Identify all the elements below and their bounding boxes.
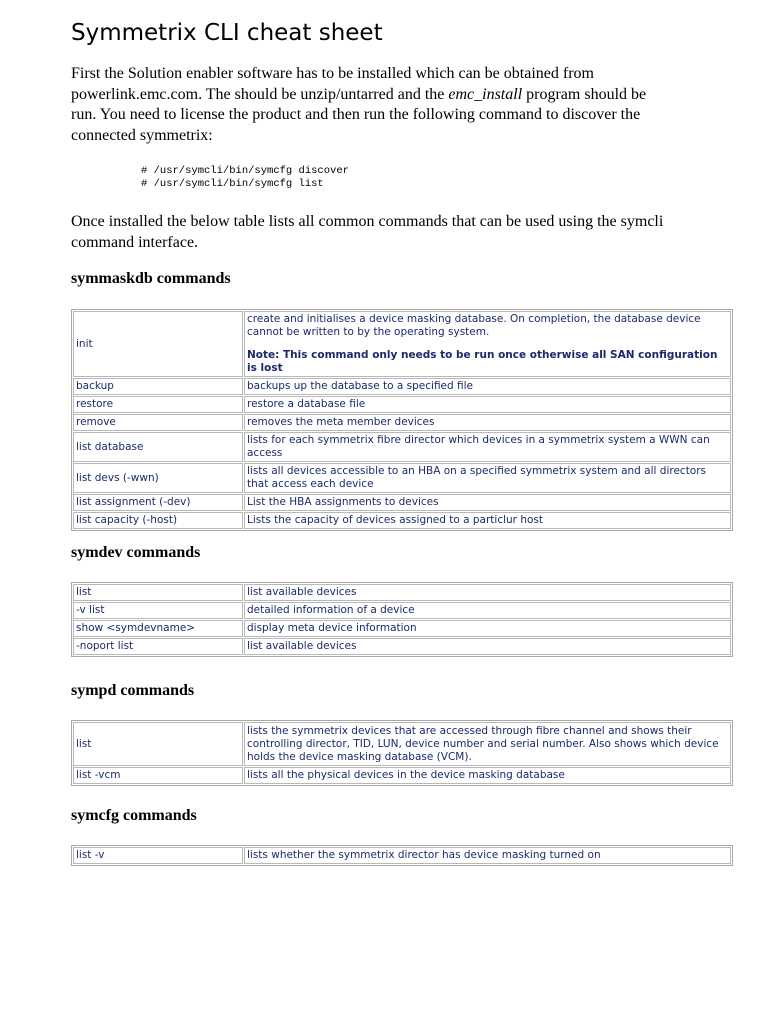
table-row (73, 378, 731, 395)
description-cell: restore a database file (244, 396, 731, 413)
table-row (73, 847, 731, 864)
intro-text-2: program should be run. You need to license the product and then run the following command to discover the connected symmetrix: (71, 85, 647, 144)
description-cell: Lists the capacity of devices assigned to a particlur host (244, 512, 731, 529)
command-cell: init (73, 311, 243, 377)
description-cell: lists the symmetrix devices that are accessed through fibre channel and shows their controlling director, TID, LUN, device number and serial number. Also shows which device holds the device masking database (VCM). (244, 722, 731, 766)
table-row (73, 722, 731, 766)
description-cell: List the HBA assignments to devices (244, 494, 731, 511)
section-heading-symcfg: symcfg commands (71, 807, 197, 824)
table-intro-paragraph: Once installed the below table lists all common commands that can be used using the symcli command interface. (71, 213, 664, 251)
description-cell (244, 311, 731, 377)
table-row (73, 463, 731, 493)
code-block (141, 165, 349, 190)
page-title: Symmetrix CLI cheat sheet (71, 20, 383, 46)
section-heading-sympd: sympd commands (71, 682, 195, 699)
description-cell: detailed information of a device (244, 602, 731, 619)
description-cell: removes the meta member devices (244, 414, 731, 431)
description-cell: list available devices (244, 638, 731, 655)
note-text: Note: This command only needs to be run once otherwise all SAN configuration is lost (247, 349, 718, 374)
code-line-discover: # /usr/symcli/bin/symcfg discover (141, 165, 349, 177)
command-cell: list (73, 722, 243, 766)
command-cell: list capacity (-host) (73, 512, 243, 529)
section-heading-symmaskdb: symmaskdb commands (71, 270, 231, 287)
description-cell: lists all devices accessible to an HBA on a specified symmetrix system and all directors that access each device (244, 463, 731, 493)
table-row (73, 584, 731, 601)
description-cell: list available devices (244, 584, 731, 601)
section-heading-symdev: symdev commands (71, 544, 201, 561)
intro-italic-program: emc_install (448, 85, 523, 103)
table-row (73, 638, 731, 655)
command-cell: -noport list (73, 638, 243, 655)
table-row (73, 414, 731, 431)
table-row (73, 620, 731, 637)
description-cell: lists all the physical devices in the device masking database (244, 767, 731, 784)
symcfg-commands-table (71, 845, 733, 866)
command-cell: list devs (-wwn) (73, 463, 243, 493)
table-row (73, 512, 731, 529)
command-cell: backup (73, 378, 243, 395)
command-cell: -v list (73, 602, 243, 619)
symdev-commands-table (71, 582, 733, 657)
command-cell: remove (73, 414, 243, 431)
command-cell: list -v (73, 847, 243, 864)
table-row (73, 767, 731, 784)
description-text: create and initialises a device masking database. On completion, the database device cannot be written to by the operating system. (247, 313, 701, 338)
table-row (73, 494, 731, 511)
table-row (73, 396, 731, 413)
command-cell: list -vcm (73, 767, 243, 784)
table-row (73, 311, 731, 377)
command-cell: show <symdevname> (73, 620, 243, 637)
command-cell: list assignment (-dev) (73, 494, 243, 511)
command-cell: list database (73, 432, 243, 462)
table-row (73, 602, 731, 619)
description-cell: lists whether the symmetrix director has device masking turned on (244, 847, 731, 864)
command-cell: list (73, 584, 243, 601)
description-cell: lists for each symmetrix fibre director which devices in a symmetrix system a WWN can access (244, 432, 731, 462)
intro-paragraph (71, 64, 671, 146)
description-cell: backups up the database to a specified file (244, 378, 731, 395)
command-cell: restore (73, 396, 243, 413)
sympd-commands-table (71, 720, 733, 786)
table-row (73, 432, 731, 462)
symmaskdb-commands-table (71, 309, 733, 531)
intro-text-1: First the Solution enabler software has to be installed which can be obtained from powerlink.emc.com. The should be unzip/untarred and the (71, 65, 594, 103)
code-line-list: # /usr/symcli/bin/symcfg list (141, 177, 324, 190)
description-cell: display meta device information (244, 620, 731, 637)
